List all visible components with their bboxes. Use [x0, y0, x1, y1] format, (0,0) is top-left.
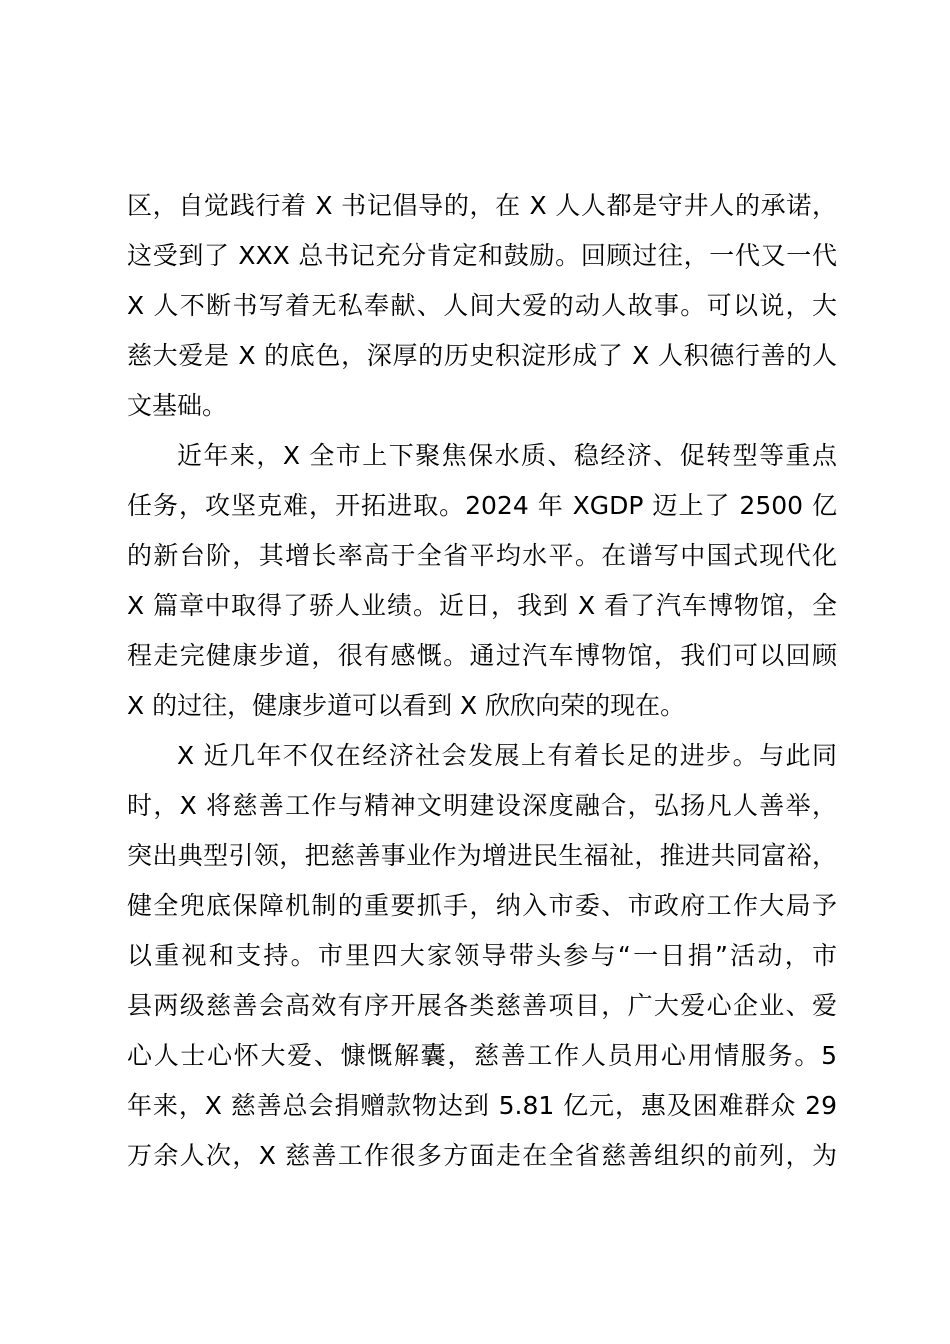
text-line: 近年来，X 全市上下聚焦保水质、稳经济、促转型等重点	[177, 441, 837, 470]
paragraph-2	[127, 431, 837, 731]
text-line: 年来，X 慈善总会捐赠款物达到 5.81 亿元，惠及困难群众 29	[127, 1091, 837, 1120]
text-line: 健全兜底保障机制的重要抓手，纳入市委、市政府工作大局予	[127, 891, 837, 920]
text-line: 任务，攻坚克难，开拓进取。2024 年 XGDP 迈上了 2500 亿	[127, 491, 837, 520]
text-line: 万余人次，X 慈善工作很多方面走在全省慈善组织的前列，为	[127, 1141, 837, 1170]
text-line: 以重视和支持。市里四大家领导带头参与“一日捐”活动，市	[127, 941, 837, 970]
text-line: 的新台阶，其增长率高于全省平均水平。在谱写中国式现代化	[127, 541, 837, 570]
text-line: X 近几年不仅在经济社会发展上有着长足的进步。与此同	[177, 741, 837, 770]
text-line: 心人士心怀大爱、慷慨解囊，慈善工作人员用心用情服务。5	[127, 1041, 837, 1070]
text-line: 县两级慈善会高效有序开展各类慈善项目，广大爱心企业、爱	[127, 991, 837, 1020]
text-line: 文基础。	[127, 391, 228, 420]
text-line: 程走完健康步道，很有感慨。通过汽车博物馆，我们可以回顾	[127, 641, 837, 670]
text-line: X 篇章中取得了骄人业绩。近日，我到 X 看了汽车博物馆，全	[127, 591, 837, 620]
paragraph-3	[127, 731, 837, 1181]
text-line: X 人不断书写着无私奉献、人间大爱的动人故事。可以说，大	[127, 291, 837, 320]
text-line: 这受到了 XXX 总书记充分肯定和鼓励。回顾过往，一代又一代	[127, 241, 837, 270]
text-line: 慈大爱是 X 的底色，深厚的历史积淀形成了 X 人积德行善的人	[127, 341, 837, 370]
text-line: X 的过往，健康步道可以看到 X 欣欣向荣的现在。	[127, 691, 686, 720]
text-line: 区，自觉践行着 X 书记倡导的，在 X 人人都是守井人的承诺，	[127, 191, 837, 220]
text-line: 时，X 将慈善工作与精神文明建设深度融合，弘扬凡人善举，	[127, 791, 837, 820]
text-line: 突出典型引领，把慈善事业作为增进民生福祉，推进共同富裕，	[127, 841, 837, 870]
paragraph-1	[127, 181, 837, 431]
document-body	[127, 181, 837, 1181]
